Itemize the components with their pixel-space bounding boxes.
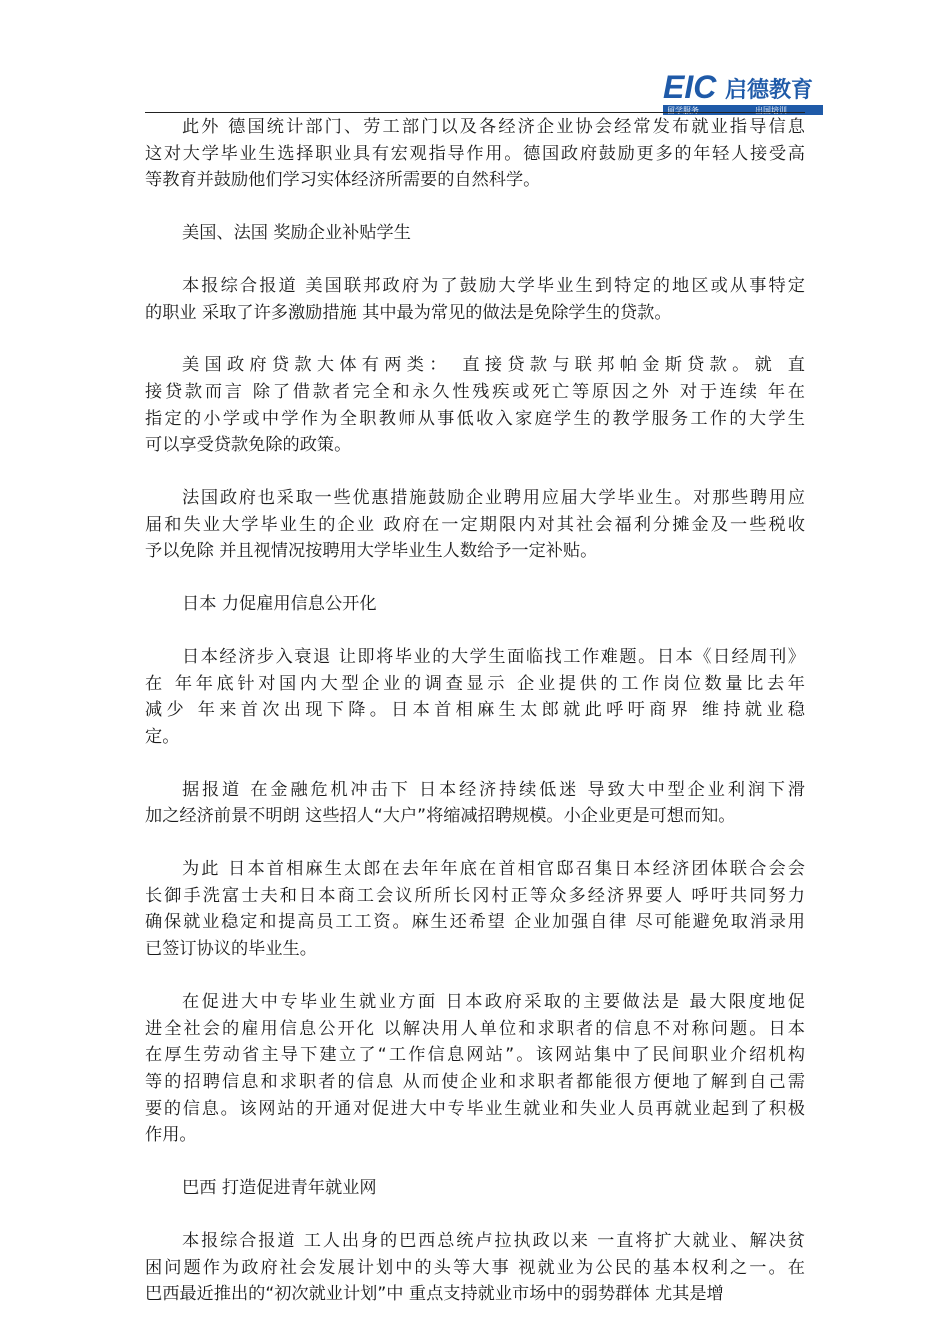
paragraph [145,485,805,565]
text-line: 在促进大中专毕业生就业方面 日本政府采取的主要做法是 最大限度地促 [182,991,805,1012]
text-line: 要的信息。该网站的开通对促进大中专毕业生就业和失业人员再就业起到了积极 [145,1098,805,1119]
text-line: 美国、法国 奖励企业补贴学生 [182,223,411,244]
text-line: 指定的小学或中学作为全职教师从事低收入家庭学生的教学服务工作的大学生 [145,408,805,429]
text-line: 巴西最近推出的“初次就业计划”中 重点支持就业市场中的弱势群体 尤其是增 [145,1284,724,1305]
paragraph [145,352,805,459]
paragraph [145,591,805,618]
paragraph [145,1228,805,1308]
text-line: 本报综合报道 工人出身的巴西总统卢拉执政以来 一直将扩大就业、解决贫 [182,1230,805,1251]
brand-slogan-right: 出国培训 [755,106,787,115]
text-line: 美国政府贷款大体有两类： 直接贷款与联邦帕金斯贷款。就 直 [182,355,805,376]
document-body [145,114,805,1308]
paragraph [145,644,805,751]
paragraph [145,1175,805,1202]
brand-name: 启德教育 [725,78,814,103]
text-line: 困问题作为政府社会发展计划中的头等大事 视就业为公民的基本权利之一。在 [145,1257,805,1278]
paragraph [145,273,805,326]
text-line: 巴西 打造促进青年就业网 [182,1178,377,1199]
text-line: 予以免除 并且视情况按聘用大学毕业生人数给予一定补贴。 [145,541,598,562]
text-line: 确保就业稳定和提高员工工资。麻生还希望 企业加强自律 尽可能避免取消录用 [145,912,805,933]
text-line: 可以享受贷款免除的政策。 [145,435,352,456]
text-line: 接贷款而言 除了借款者完全和永久性残疾或死亡等原因之外 对于连续 年在 [145,381,805,402]
text-line: 法国政府也采取一些优惠措施鼓励企业聘用应届大学毕业生。对那些聘用应 [182,488,805,509]
paragraph [145,989,805,1149]
text-line: 减少 年来首次出现下降。日本首相麻生太郎就此呼吁商界 维持就业稳 [145,700,805,721]
header-divider [145,112,805,113]
logo-text: EIC [663,69,717,105]
text-line: 在 年年底针对国内大型企业的调查显示 企业提供的工作岗位数量比去年 [145,673,805,694]
text-line: 加之经济前景不明朗 这些招人“大户”将缩减招聘规模。小企业更是可想而知。 [145,806,736,827]
eic-logo-graphic [663,68,823,118]
text-line: 已签订协议的毕业生。 [145,939,317,960]
text-line: 日本经济步入衰退 让即将毕业的大学生面临找工作难题。日本《日经周刊》 [182,646,805,667]
text-line: 的职业 采取了许多激励措施 其中最为常见的做法是免除学生的贷款。 [145,302,672,323]
text-line: 等教育并鼓励他们学习实体经济所需要的自然科学。 [145,170,541,191]
text-line: 长御手洗富士夫和日本商工会议所所长冈村正等众多经济界要人 呼吁共同努力 [145,885,805,906]
brand-slogan-left: 留学服务 [667,106,699,115]
text-line: 在厚生劳动省主导下建立了“工作信息网站”。该网站集中了民间职业介绍机构 [145,1045,805,1066]
text-line: 定。 [145,726,180,747]
paragraph [145,220,805,247]
text-line: 届和失业大学毕业生的企业 政府在一定期限内对其社会福利分摊金及一些税收 [145,514,805,535]
text-line: 作用。 [145,1125,197,1146]
text-line: 日本 力促雇用信息公开化 [182,594,377,615]
text-line: 等的招聘信息和求职者的信息 从而使企业和求职者都能很方便地了解到自己需 [145,1071,805,1092]
text-line: 这对大学毕业生选择职业具有宏观指导作用。德国政府鼓励更多的年轻人接受高 [145,143,805,164]
paragraph [145,114,805,194]
eic-logo [663,68,823,118]
text-line: 进全社会的雇用信息公开化 以解决用人单位和求职者的信息不对称问题。日本 [145,1018,805,1039]
text-line: 据报道 在金融危机冲击下 日本经济持续低迷 导致大中型企业利润下滑 [182,779,805,800]
paragraph [145,777,805,830]
text-line: 为此 日本首相麻生太郎在去年年底在首相官邸召集日本经济团体联合会会 [182,859,805,880]
text-line: 本报综合报道 美国联邦政府为了鼓励大学毕业生到特定的地区或从事特定 [182,275,805,296]
text-line: 此外 德国统计部门、劳工部门以及各经济企业协会经常发布就业指导信息 [182,117,805,137]
paragraph [145,856,805,963]
